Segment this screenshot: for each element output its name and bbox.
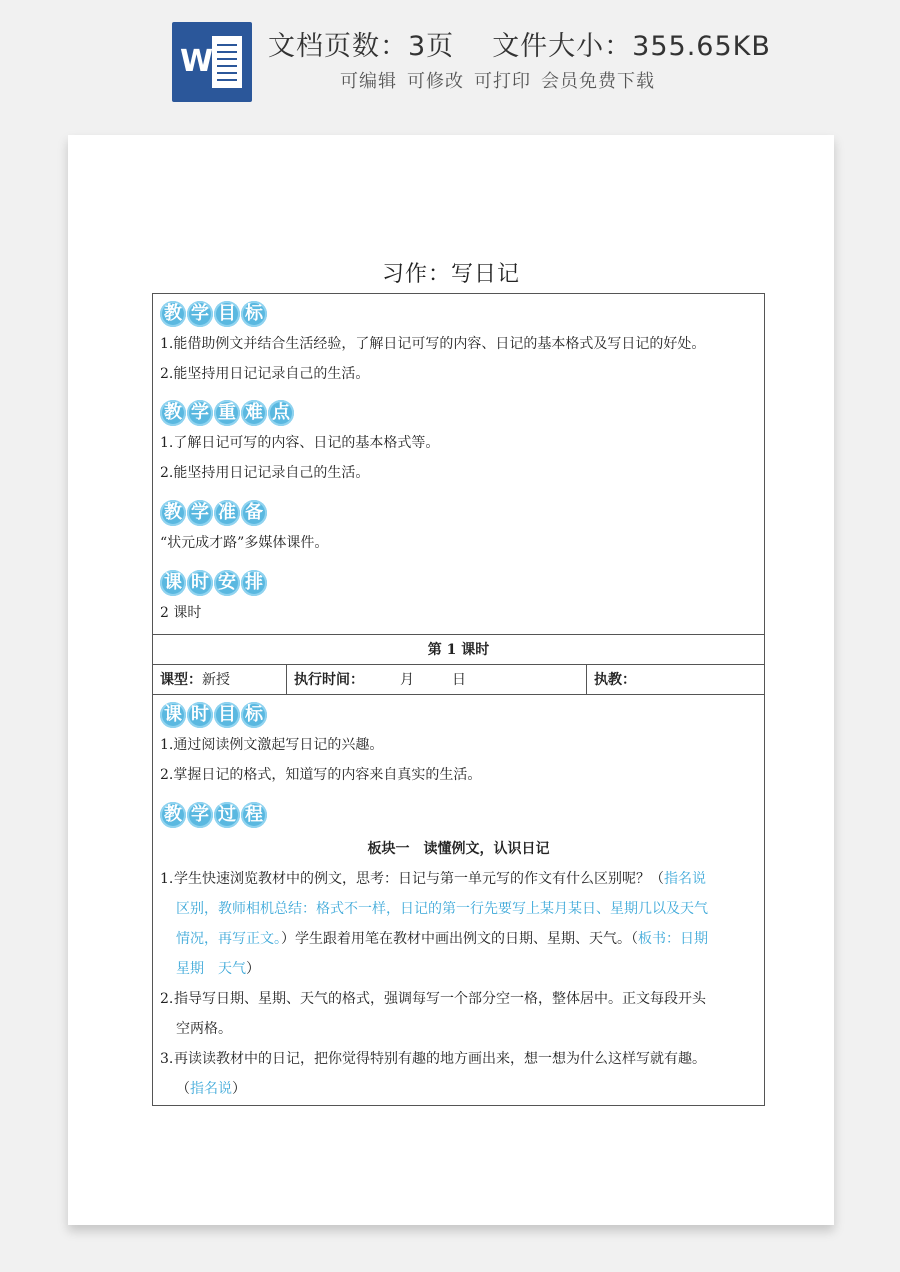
preparation-tag: 教 学 准 备 bbox=[153, 498, 764, 528]
lesson-goals-section bbox=[153, 700, 764, 790]
file-info bbox=[268, 24, 828, 63]
process-tag: 教 学 过 程 bbox=[153, 800, 764, 830]
process-paragraph-2: 2.指导写日期、星期、天气的格式，强调每写一个部分空一格，整体居中。正文每段开头 空两格。 bbox=[160, 991, 706, 1037]
lesson-plan-table bbox=[152, 293, 765, 1106]
divider bbox=[153, 694, 764, 695]
process-section bbox=[153, 800, 764, 1104]
lesson-title: 第 1 课时 bbox=[427, 642, 490, 658]
schedule-text: 2 课时 bbox=[160, 605, 202, 621]
feature-editable: 可编辑 bbox=[340, 71, 397, 92]
lesson-goal-item: 2.掌握日记的格式，知道写的内容来自真实的生活。 bbox=[160, 767, 482, 783]
word-document-icon: W bbox=[172, 22, 252, 102]
objective-item: 1.能借助例文并结合生活经验，了解日记可写的内容、日记的基本格式及写日记的好处。 bbox=[160, 336, 706, 352]
lesson-goal-item: 1.通过阅读例文激起写日记的兴趣。 bbox=[160, 737, 384, 753]
preparation-text: “状元成才路”多媒体课件。 bbox=[160, 535, 329, 551]
process-paragraph-1: 1.学生快速浏览教材中的例文，思考：日记与第一单元写的作文有什么区别呢？（指名说 区别，教师相机总结：格式不一样，日记的第一行先要写上某月某日、星期几以及天气 情况，再写正文。）学生跟着用笔在教材中画出例文的日期、星期、天气。（板书：日期 星期 天气） bbox=[160, 871, 708, 977]
key-points-section bbox=[153, 398, 764, 488]
download-banner bbox=[0, 0, 900, 118]
schedule-tag: 课 时 安 排 bbox=[153, 568, 764, 598]
objectives-section bbox=[153, 299, 764, 389]
process-paragraph-3: 3.再读读教材中的日记，把你觉得特别有趣的地方画出来，想一想为什么这样写就有趣。 （指名说） bbox=[160, 1051, 706, 1097]
block-title: 板块一 读懂例文，认识日记 bbox=[367, 841, 550, 857]
feature-member-download: 会员免费下载 bbox=[541, 71, 655, 92]
feature-printable: 可打印 bbox=[474, 71, 531, 92]
execution-time: 执行时间： 月 日 bbox=[294, 672, 466, 688]
objectives-tag: 教 学 目 标 bbox=[153, 299, 764, 329]
schedule-section bbox=[153, 568, 764, 628]
document-page bbox=[68, 135, 834, 1225]
teacher: 执教： bbox=[594, 672, 636, 688]
key-point-item: 1.了解日记可写的内容、日记的基本格式等。 bbox=[160, 435, 440, 451]
objective-item: 2.能坚持用日记记录自己的生活。 bbox=[160, 366, 370, 382]
feature-list bbox=[340, 67, 740, 93]
page-count: 文档页数：3页 bbox=[268, 31, 455, 62]
lesson-type: 课型：新授 bbox=[160, 672, 230, 688]
preparation-section bbox=[153, 498, 764, 558]
key-points-tag: 教 学 重 难 点 bbox=[153, 398, 764, 428]
file-size: 文件大小：355.65KB bbox=[492, 31, 771, 62]
document-title: 习作：写日记 bbox=[381, 262, 520, 287]
lesson-goals-tag: 课 时 目 标 bbox=[153, 700, 764, 730]
key-point-item: 2.能坚持用日记记录自己的生活。 bbox=[160, 465, 370, 481]
feature-modifiable: 可修改 bbox=[407, 71, 464, 92]
